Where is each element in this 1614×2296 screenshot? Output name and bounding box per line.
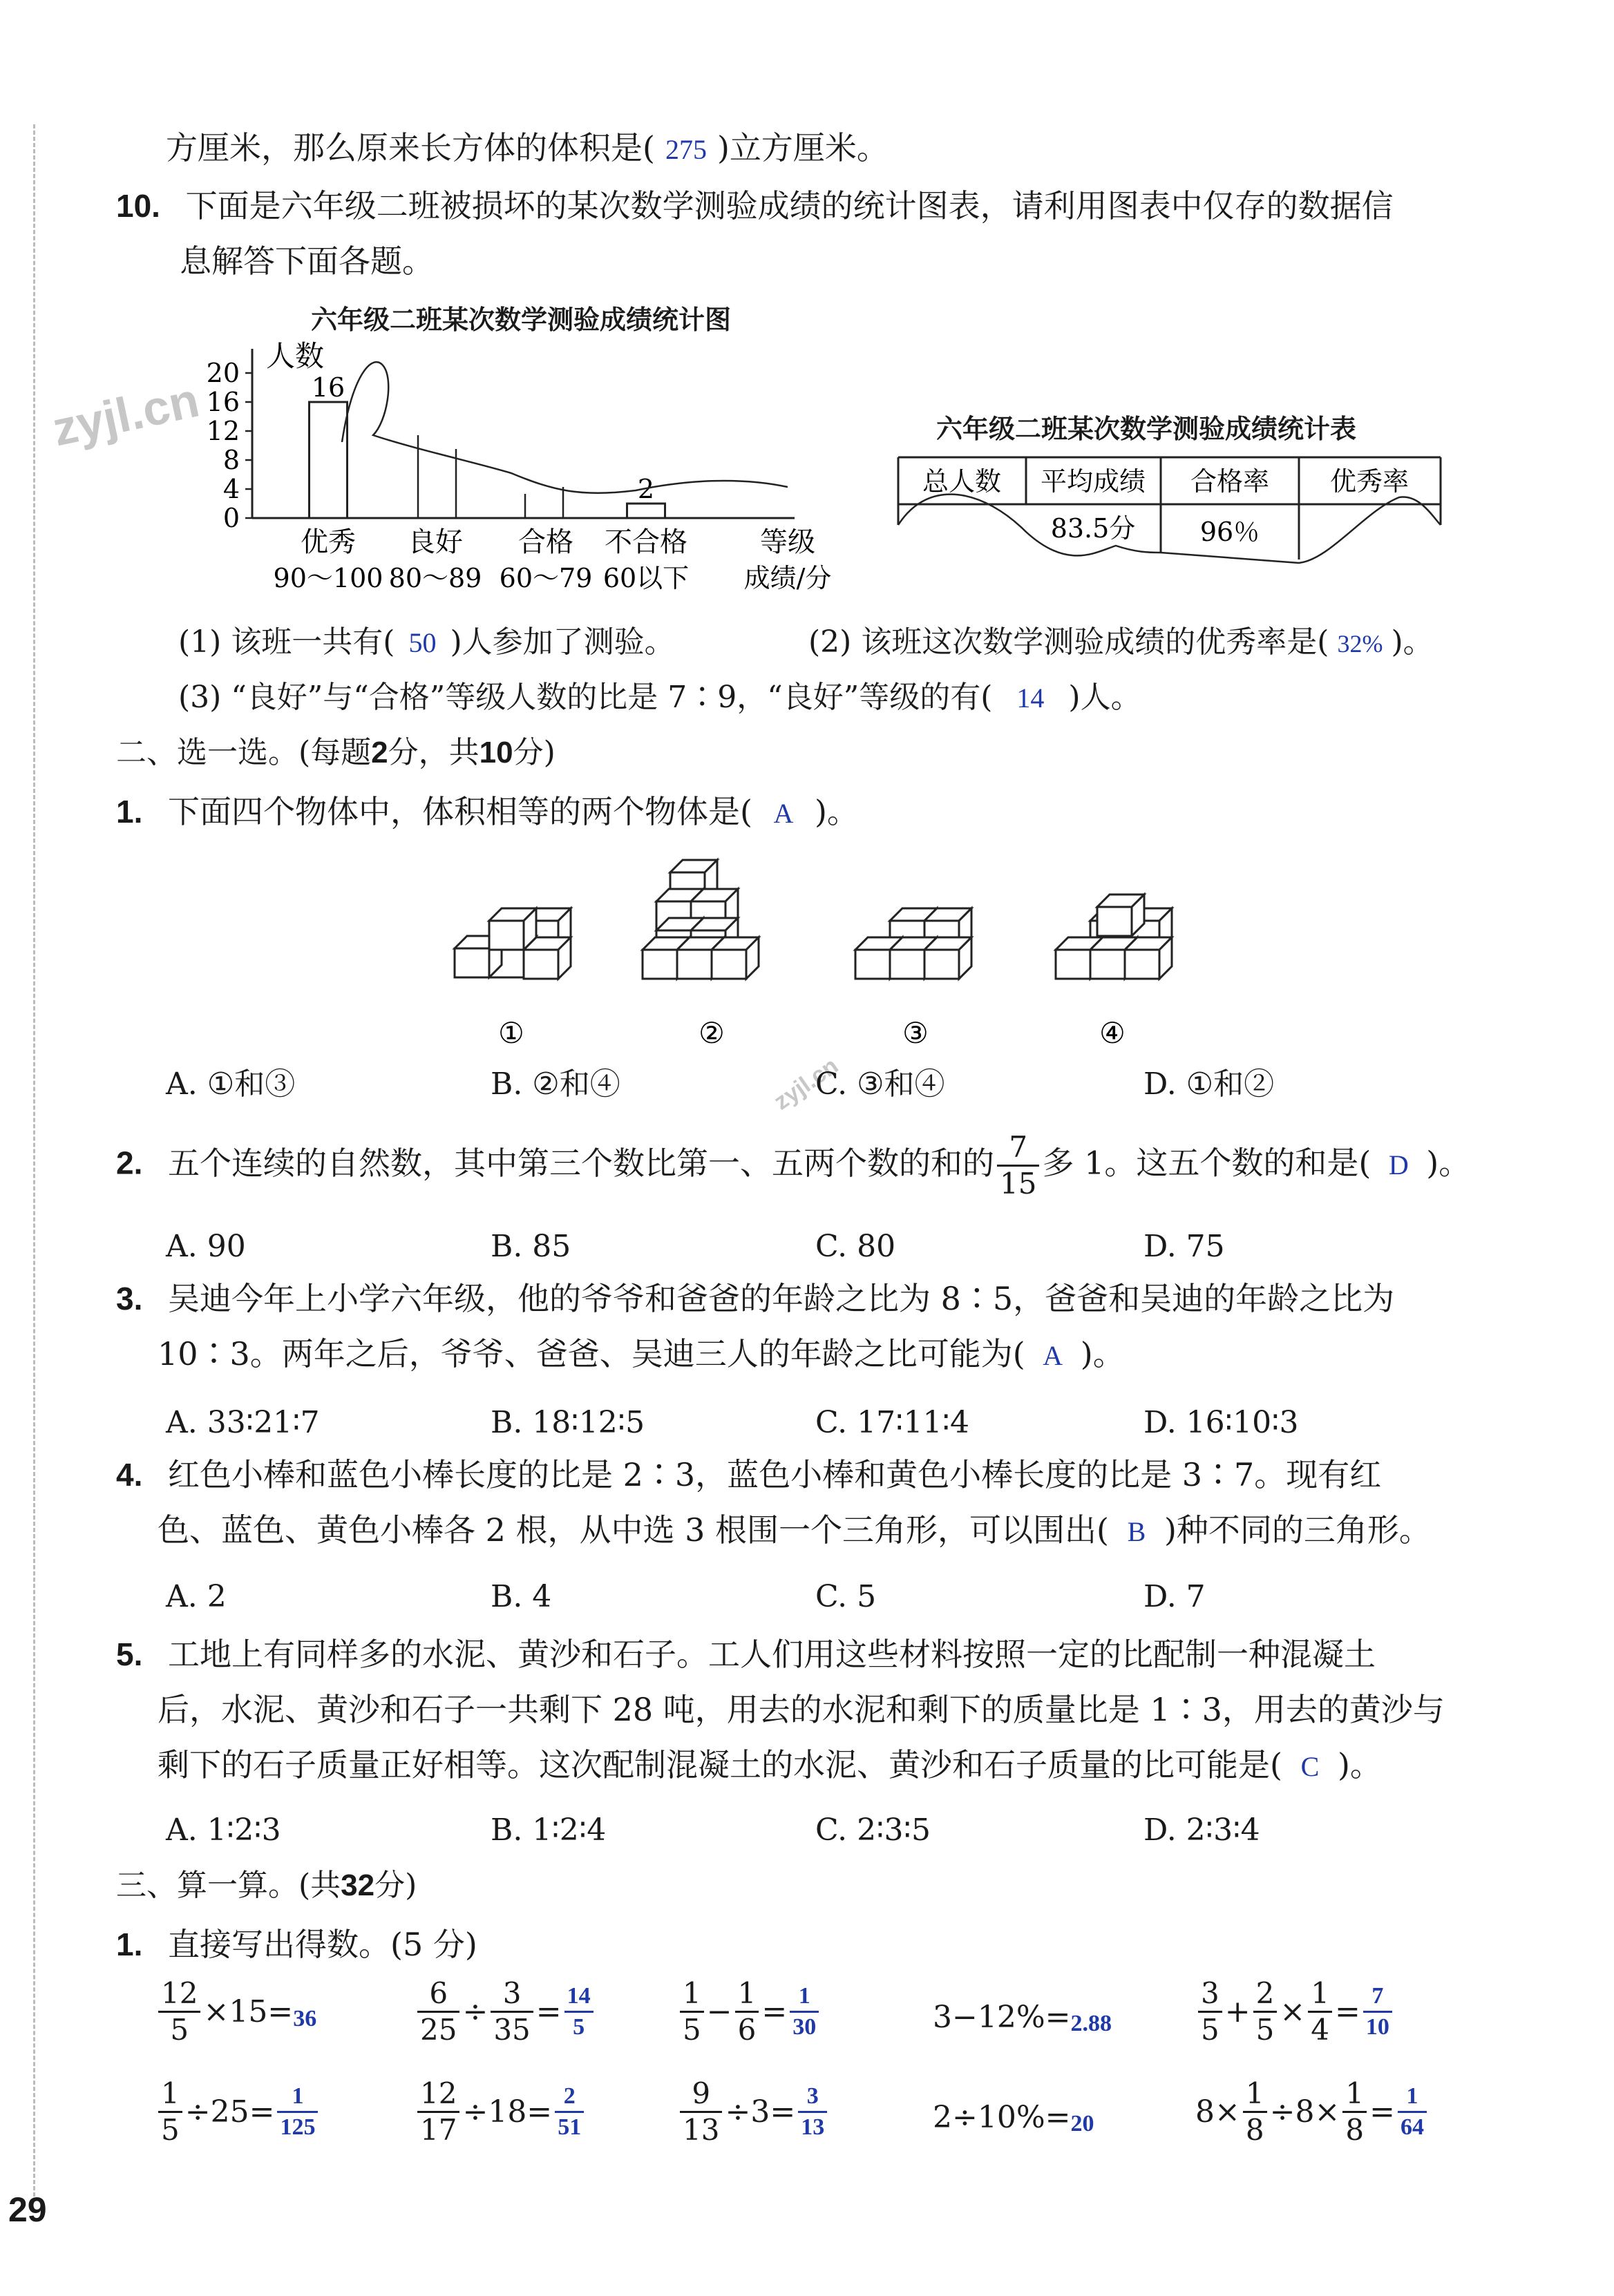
page-number: 29 (8, 2190, 47, 2229)
table-cell: 96％ (1199, 517, 1260, 547)
mc-question-5: 5. 工地上有同样多的水泥、黄沙和石子。工人们用这些材料按照一定的比配制一种混凝土 (116, 1636, 1376, 1673)
calc-item: 8× $\frac{1}{8}$ ÷8× $\frac{1}{8}$ = $\frac{1}{64}$ (1195, 2079, 1430, 2145)
option[interactable]: D. 2∶3∶4 (1143, 1812, 1260, 1848)
option[interactable]: A. 1∶2∶3 (166, 1812, 281, 1848)
figure-label: ④ (1099, 1016, 1126, 1046)
mc-question-3: 3. 吴迪今年上小学六年级，他的爷爷和爸爸的年龄之比为 8∶5，爸爸和吴迪的年龄之比为 (116, 1280, 1395, 1317)
bar-value-label: 16 (311, 372, 345, 403)
calc-item: $\frac{1}{5}$ ÷25= $\frac{1}{125}$ (155, 2079, 321, 2145)
y-tick-label: 16 (206, 387, 240, 417)
bar-chart (187, 332, 891, 601)
x-category-label: 良好 (408, 526, 463, 558)
y-tick-label: 4 (222, 474, 240, 504)
option[interactable]: D. 7 (1143, 1579, 1206, 1614)
x-category-label: 合格 (518, 526, 573, 558)
mc-question-4: 4. 红色小棒和蓝色小棒长度的比是 2∶3，蓝色小棒和黄色小棒长度的比是 3∶7。现有红 (116, 1456, 1382, 1493)
mc-question-2: 2. 五个连续的自然数，其中第三个数比第一、五两个数的和的 $\frac{7}{15}$ 多 1。这五个数的和是( D )。 (116, 1130, 1471, 1200)
x-range-label: 60以下 (602, 563, 690, 593)
calc-item: 3−12%= 2.88 (933, 1999, 1112, 2036)
table-header: 合格率 (1190, 466, 1270, 497)
mc-question-5-line3: 剩下的石子质量正好相等。这次配制混凝土的水泥、黄沙和石子质量的比可能是( C )。 (158, 1746, 1382, 1783)
calc-item: $\frac{9}{13}$ ÷3= $\frac{3}{13}$ (677, 2079, 830, 2145)
cube-figures (428, 839, 1257, 1046)
question-10-line2: 息解答下面各题。 (180, 242, 434, 280)
option[interactable]: B. 4 (491, 1579, 552, 1614)
mc-question-3-line2: 10∶3。两年之后，爷爷、爸爸、吴迪三人的年龄之比可能为( A )。 (158, 1335, 1125, 1372)
mc-question-1: 1. 下面四个物体中，体积相等的两个物体是( A )。 (116, 793, 859, 830)
question-10: 10. 下面是六年级二班被损坏的某次数学测验成绩的统计图表，请利用图表中仅存的数据信 (116, 187, 1394, 224)
sub-question-3: (3) “良好”与“合格”等级人数的比是 7∶9，“良好”等级的有( 14 )人。 (178, 680, 1141, 715)
x-range-label: 80～89 (388, 563, 482, 593)
option[interactable]: C. 80 (815, 1229, 896, 1264)
option[interactable]: B. 1∶2∶4 (491, 1812, 607, 1848)
y-tick-label: 0 (222, 503, 240, 533)
calc-item: 2÷10%= 20 (933, 2099, 1094, 2136)
x-category-label: 不合格 (605, 526, 687, 558)
option[interactable]: A. 90 (166, 1229, 246, 1264)
torn-edge (342, 362, 788, 493)
option[interactable]: C. 2∶3∶5 (815, 1812, 931, 1848)
sub-question-2: (2) 该班这次数学测验成绩的优秀率是( 32% )。 (808, 624, 1434, 660)
option[interactable]: D. 16∶10∶3 (1143, 1405, 1299, 1440)
section-3-title: 三、算一算。(共32分) (116, 1868, 417, 1903)
figure-label: ① (498, 1016, 524, 1046)
y-ticks (207, 358, 252, 533)
table-header: 总人数 (922, 466, 1002, 497)
option[interactable]: B. 18∶12∶5 (491, 1405, 645, 1440)
prev-question-tail: 方厘米，那么原来长方体的体积是( 275 )立方厘米。 (166, 127, 889, 171)
x-range-label: 90～100 (273, 563, 383, 593)
x-axis-unit: 成绩/分 (743, 563, 832, 593)
mc-question-5-line2: 后，水泥、黄沙和石子一共剩下 28 吨，用去的水泥和剩下的质量比是 1∶3，用去的黄沙与 (158, 1691, 1445, 1728)
binding-margin-line (33, 124, 35, 2197)
option[interactable]: B. ②和④ (491, 1066, 620, 1102)
bar-value-label: 2 (637, 474, 655, 504)
chart-title: 六年级二班某次数学测验成绩统计图 (311, 305, 732, 335)
answer: 275 (665, 134, 707, 165)
sub-question-1: (1) 该班一共有( 50 )人参加了测验。 (178, 624, 675, 660)
option[interactable]: D. ①和② (1143, 1066, 1275, 1102)
bars (310, 372, 665, 518)
option[interactable]: A. 2 (166, 1579, 227, 1614)
calc-item: $\frac{12}{17}$ ÷18= $\frac{2}{51}$ (415, 2079, 587, 2145)
calc-item: $\frac{6}{25}$ ÷ $\frac{3}{35}$ = $\frac{14}{5}$ (415, 1979, 596, 2045)
watermark: zyjl.cn (769, 1052, 844, 1116)
bar-优秀 (310, 402, 348, 518)
y-tick-label: 12 (206, 416, 240, 446)
y-tick-label: 8 (222, 445, 240, 475)
stats-table (888, 449, 1454, 587)
calc-question-1: 1. 直接写出得数。(5 分) (116, 1926, 477, 1963)
option[interactable]: C. ③和④ (815, 1066, 945, 1102)
x-categories (274, 526, 690, 593)
table-header: 平均成绩 (1040, 466, 1146, 497)
table-header: 优秀率 (1329, 466, 1409, 497)
table-title: 六年级二班某次数学测验成绩统计表 (936, 414, 1357, 444)
figure-label: ② (699, 1016, 725, 1046)
x-category-label: 优秀 (301, 526, 356, 558)
option[interactable]: C. 17∶11∶4 (815, 1405, 969, 1440)
option[interactable]: C. 5 (815, 1579, 877, 1614)
option[interactable]: D. 75 (1143, 1229, 1225, 1264)
section-2-title: 二、选一选。(每题2分，共10分) (116, 735, 556, 770)
y-axis-label: 人数 (266, 339, 325, 373)
calc-item: $\frac{12}{5}$ ×15= 36 (155, 1979, 316, 2045)
option[interactable]: A. 33∶21∶7 (166, 1405, 320, 1440)
calc-item: $\frac{3}{5}$ + $\frac{2}{5}$ × $\frac{1}{4}$ = $\frac{7}{10}$ (1195, 1979, 1395, 2045)
x-range-label: 60～79 (499, 563, 593, 593)
figure-label: ③ (902, 1016, 929, 1046)
watermark: zyjl.cn (48, 372, 204, 457)
table-cell: 83.5分 (1050, 513, 1136, 544)
y-tick-label: 20 (206, 358, 240, 388)
mc-question-4-line2: 色、蓝色、黄色小棒各 2 根，从中选 3 根围一个三角形，可以围出( B )种不同的三角形。 (158, 1511, 1431, 1549)
x-axis-label: 等级 (760, 526, 815, 558)
option[interactable]: B. 85 (491, 1229, 571, 1264)
calc-item: $\frac{1}{5}$ − $\frac{1}{6}$ = $\frac{1}{30}$ (677, 1979, 822, 2045)
bar-不合格 (627, 504, 665, 518)
option[interactable]: A. ①和③ (166, 1066, 296, 1102)
